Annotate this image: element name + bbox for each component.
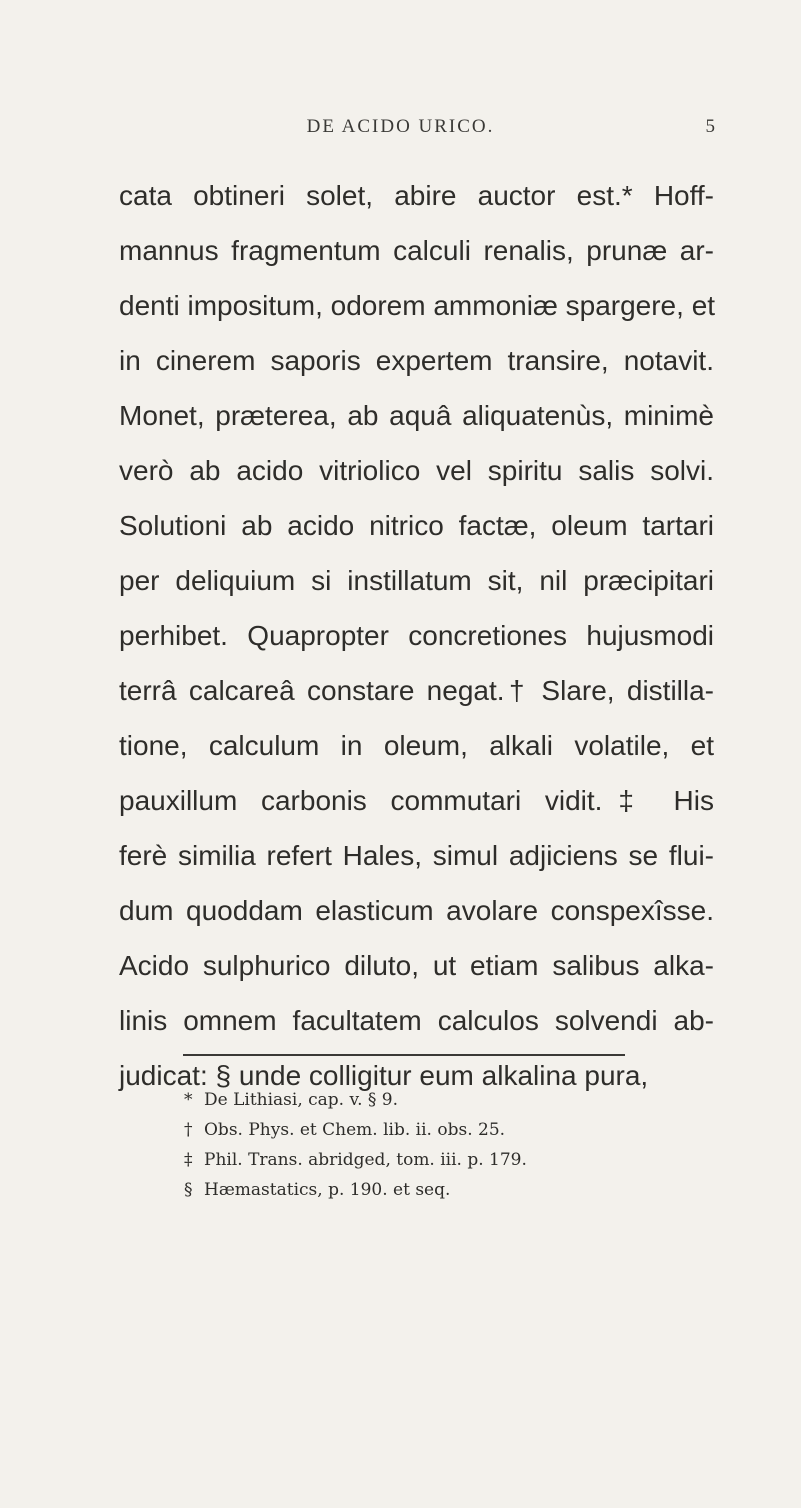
text-line: terrâ calcareâ constare negat.† Slare, distilla- bbox=[119, 675, 714, 706]
text-line: verò ab acido vitriolico vel spiritu salis solvi. bbox=[119, 455, 714, 486]
text-line: pauxillum carbonis commutari vidit.‡ His bbox=[119, 785, 714, 816]
text-line: Monet, præterea, ab aquâ aliquatenùs, minimè bbox=[119, 400, 714, 431]
text-line: judicat: § unde colligitur eum alkalina pura, bbox=[119, 1060, 649, 1091]
text-line: dum quoddam elasticum avolare conspexîsse. bbox=[119, 895, 714, 926]
footnote-mark: † bbox=[184, 1120, 193, 1140]
text-line: Acido sulphurico diluto, ut etiam salibus alka- bbox=[119, 950, 714, 981]
footnote bbox=[184, 1115, 704, 1145]
footnote-divider bbox=[183, 1054, 625, 1056]
text-line: per deliquium si instillatum sit, nil præcipitari bbox=[119, 565, 714, 596]
text-line: tione, calculum in oleum, alkali volatile, et bbox=[119, 730, 714, 761]
footnote-mark: § bbox=[184, 1180, 193, 1200]
page-number: 5 bbox=[705, 116, 715, 137]
text-line: in cinerem saporis expertem transire, notavit. bbox=[119, 345, 714, 376]
footnote-text: Obs. Phys. et Chem. lib. ii. obs. 25. bbox=[204, 1120, 506, 1140]
body-text bbox=[119, 168, 714, 1103]
page-header bbox=[0, 106, 801, 146]
text-line: ferè similia refert Hales, simul adjiciens se flui- bbox=[119, 840, 714, 871]
footnote bbox=[184, 1175, 704, 1205]
footnote-text: Phil. Trans. abridged, tom. iii. p. 179. bbox=[204, 1150, 527, 1170]
footnote-mark: * bbox=[184, 1090, 193, 1110]
footnote-mark: ‡ bbox=[184, 1150, 193, 1170]
text-line: denti impositum, odorem ammoniæ spargere, et bbox=[119, 290, 716, 321]
text-line: cata obtineri solet, abire auctor est.* Hoff- bbox=[119, 180, 714, 211]
running-title: DE ACIDO URICO. bbox=[306, 116, 495, 137]
text-line: perhibet. Quapropter concretiones hujusmodi bbox=[119, 620, 714, 651]
text-line: linis omnem facultatem calculos solvendi ab- bbox=[119, 1005, 714, 1036]
footnote bbox=[184, 1085, 704, 1115]
footnote-text: Hæmastatics, p. 190. et seq. bbox=[204, 1180, 451, 1200]
footnote bbox=[184, 1145, 704, 1175]
footnote-text: De Lithiasi, cap. v. § 9. bbox=[204, 1090, 399, 1110]
footnotes bbox=[184, 1085, 704, 1205]
text-line: Solutioni ab acido nitrico factæ, oleum tartari bbox=[119, 510, 714, 541]
text-line: mannus fragmentum calculi renalis, prunæ ar- bbox=[119, 235, 714, 266]
